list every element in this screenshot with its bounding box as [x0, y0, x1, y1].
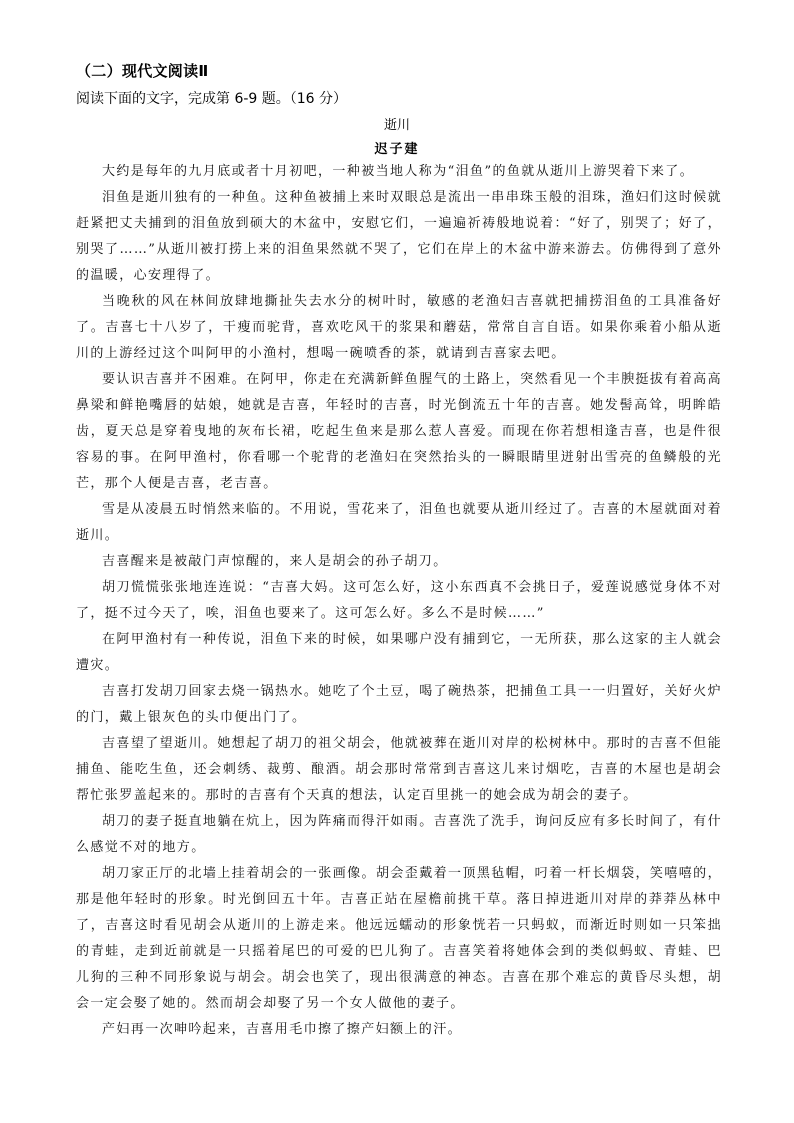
article-paragraph: 要认识吉喜并不困难。在阿甲，你走在充满新鲜鱼腥气的土路上，突然看见一个丰腴挺拔有着高高鼻梁和鲜艳嘴唇的姑娘，她就是吉喜，年轻时的吉喜，时光倒流五十年的吉喜。她发髻高耸，明眸皓齿，夏天总是穿着曳地的灰布长裙，吃起生鱼来是那么惹人喜爱。而现在你若想相逢吉喜，也是件很容易的事。在阿甲渔村，你看哪一个驼背的老渔妇在突然抬头的一瞬眼睛里迸射出雪亮的鱼鳞般的光芒，那个人便是吉喜，老吉喜。 — [76, 372, 722, 491]
article-paragraph: 产妇再一次呻吟起来，吉喜用毛巾擦了擦产妇额上的汗。 — [102, 1022, 463, 1037]
article-paragraph: 胡刀慌慌张张地连连说：“吉喜大妈。这可怎么好，这小东西真不会挑日子，爱莲说感觉身体不对了，挺不过今天了，唉，泪鱼也要来了。这可怎么好。多么不是时候……” — [76, 580, 722, 621]
article-paragraph: 泪鱼是逝川独有的一种鱼。这种鱼被捕上来时双眼总是流出一串串珠玉般的泪珠，渔妇们这时候就赶紧把丈夫捕到的泪鱼放到硕大的木盆中，安慰它们，一遍遍祈祷般地说着：“好了，别哭了；好了，别哭了……”从逝川被打捞上来的泪鱼果然就不哭了，它们在岸上的木盆中游来游去。仿佛得到了意外的温暖，心安理得了。 — [76, 190, 722, 283]
article-paragraph: 在阿甲渔村有一种传说，泪鱼下来的时候，如果哪户没有捕到它，一无所获，那么这家的主人就会遭灾。 — [76, 632, 722, 673]
article-title: 逝川 — [383, 118, 410, 133]
article-paragraph: 胡刀的妻子挺直地躺在炕上，因为阵痛而得汗如雨。吉喜洗了洗手，询问反应有多长时间了，有什么感觉不对的地方。 — [76, 814, 722, 855]
article-paragraph: 吉喜望了望逝川。她想起了胡刀的祖父胡会，他就被葬在逝川对岸的松树林中。那时的吉喜不但能捕鱼、能吃生鱼，还会刺绣、裁剪、酿酒。胡会那时常常到吉喜这儿来讨烟吃，吉喜的木屋也是胡会帮忙张罗盖起来的。那时的吉喜有个天真的想法，认定百里挑一的她会成为胡会的妻子。 — [76, 736, 722, 803]
article-author: 迟子建 — [374, 142, 420, 157]
section-heading: （二）现代文阅读Ⅱ — [76, 62, 209, 80]
article-paragraph: 胡刀家正厅的北墙上挂着胡会的一张画像。胡会歪戴着一顶黑毡帽，叼着一杆长烟袋，笑嘻嘻的，那是他年轻时的形象。时光倒回五十年。吉喜正站在屋檐前挑干草。落日掉进逝川对岸的莽莽丛林中了，吉喜这时看见胡会从逝川的上游走来。他远远蠕动的形象恍若一只蚂蚁，而渐近时则如一只笨拙的青蛙，走到近前就是一只摇着尾巴的可爱的巴儿狗了。吉喜笑着将她体会到的类似蚂蚁、青蛙、巴儿狗的三种不同形象说与胡会。胡会也笑了，现出很满意的神态。吉喜在那个难忘的黄昏尽头想，胡会一定会娶了她的。然而胡会却娶了另一个女人做他的妻子。 — [76, 866, 722, 1011]
article-paragraph: 吉喜打发胡刀回家去烧一锅热水。她吃了个土豆，喝了碗热茶，把捕鱼工具一一归置好，关好火炉的门，戴上银灰色的头巾便出门了。 — [76, 684, 722, 725]
article-paragraph: 大约是每年的九月底或者十月初吧，一种被当地人称为“泪鱼”的鱼就从逝川上游哭着下来了。 — [102, 164, 695, 179]
article-paragraph: 雪是从凌晨五时悄然来临的。不用说，雪花来了，泪鱼也就要从逝川经过了。吉喜的木屋就面对着逝川。 — [76, 502, 722, 543]
article-body — [76, 159, 722, 1043]
article-paragraph: 当晚秋的风在林间放肆地撕扯失去水分的树叶时，敏感的老渔妇吉喜就把捕捞泪鱼的工具准备好了。吉喜七十八岁了，干瘦而驼背，喜欢吃风干的浆果和蘑菇，常常自言自语。如果你乘着小船从逝川的上游经过这个叫阿甲的小渔村，想喝一碗喷香的茶，就请到吉喜家去吧。 — [76, 294, 722, 361]
article-paragraph: 吉喜醒来是被敲门声惊醒的，来人是胡会的孙子胡刀。 — [102, 554, 448, 569]
question-instruction: 阅读下面的文字，完成第 6-9 题。（16 分） — [76, 91, 348, 107]
